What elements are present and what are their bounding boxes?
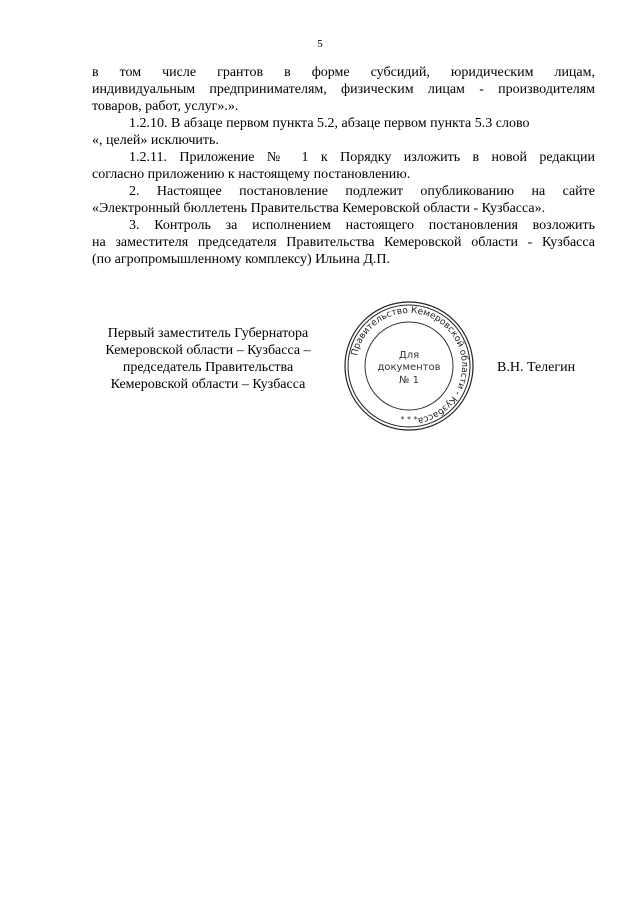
signee-name: В.Н. Телегин [497, 360, 576, 375]
signer-position-line: Кемеровской области – Кузбасса – [105, 343, 311, 358]
paragraph-line: «Электронный бюллетень Правительства Кемеровской области - Кузбасса». [92, 201, 546, 216]
paragraph-line: индивидуальным предпринимателям, физическим лицам - производителям [92, 82, 595, 97]
official-stamp [343, 300, 475, 432]
paragraph-line: «, целей» исключить. [92, 133, 219, 148]
paragraph-line: 3. Контроль за исполнением настоящего постановления возложить [129, 218, 595, 233]
stamp-center-line: № 1 [399, 375, 419, 386]
signer-position [88, 325, 328, 393]
signer-position-line: Первый заместитель Губернатора [107, 326, 309, 341]
document-body [92, 64, 595, 268]
stamp-center-line: Для [398, 350, 420, 361]
signer-position-line: Кемеровской области – Кузбасса [110, 377, 306, 392]
paragraph-line: на заместителя председателя Правительства Кемеровской области - Кузбасса [92, 235, 595, 250]
paragraph-line: в том числе грантов в форме субсидий, юридическим лицам, [92, 65, 595, 80]
paragraph-line: 1.2.10. В абзаце первом пункта 5.2, абзаце первом пункта 5.3 слово [129, 116, 530, 131]
stamp-bottom-mark: * * * [400, 415, 418, 424]
paragraph-line: 2. Настоящее постановление подлежит опубликованию на сайте [129, 184, 595, 199]
paragraph-line: товаров, работ, услуг».». [92, 99, 239, 114]
paragraph-line: (по агропромышленному комплексу) Ильина Д.П. [92, 252, 391, 267]
stamp-center-line: документов [377, 362, 441, 373]
page-number: 5 [317, 38, 323, 50]
paragraph-line: согласно приложению к настоящему постановлению. [92, 167, 411, 182]
signer-position-line: председатель Правительства [122, 360, 294, 375]
paragraph-line: 1.2.11. Приложение № 1 к Порядку изложить в новой редакции [129, 150, 595, 165]
stamp-ring-text: Правительство Кемеровской области - Кузбасса [350, 305, 470, 426]
